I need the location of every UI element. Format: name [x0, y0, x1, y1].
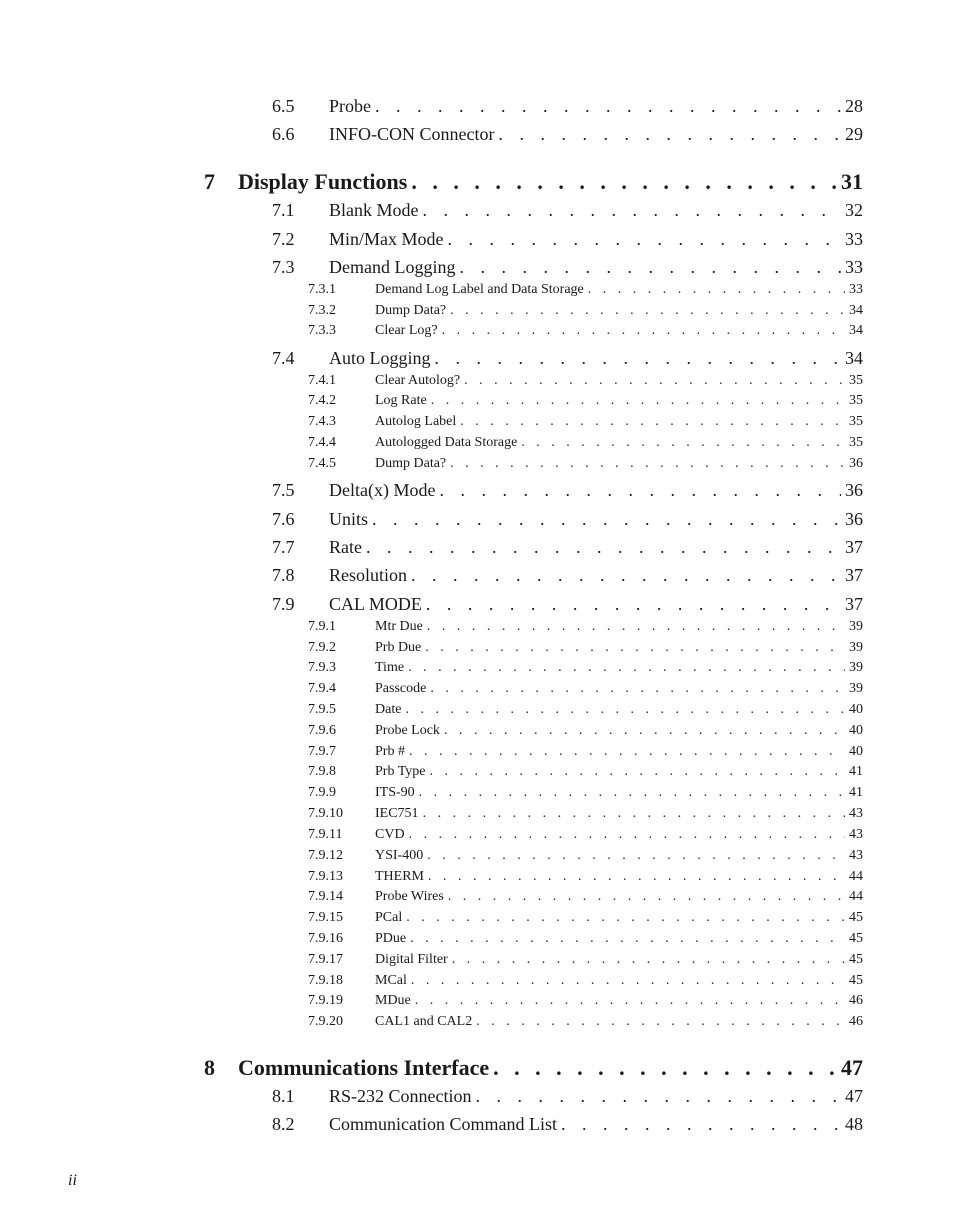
toc-entry-title: Auto Logging — [329, 348, 431, 368]
toc-entry-title: Digital Filter — [375, 952, 448, 967]
toc-entry-page: 29 — [845, 124, 863, 144]
toc-entry-page: 33 — [845, 229, 863, 249]
toc-entry-subsection[interactable] — [308, 414, 863, 430]
toc-entry-number: 7.9.6 — [308, 723, 336, 738]
toc-entry-page: 41 — [849, 764, 863, 779]
toc-entry-title: Communication Command List — [329, 1114, 557, 1134]
toc-entry-page: 34 — [849, 303, 863, 318]
dot-leader — [588, 282, 845, 298]
toc-entry-number: 7.9.3 — [308, 660, 336, 675]
dot-leader — [366, 537, 841, 558]
toc-entry-number: 7.4.4 — [308, 435, 336, 450]
toc-entry-page: 43 — [849, 827, 863, 842]
toc-entry-page: 48 — [845, 1114, 863, 1134]
dot-leader — [450, 456, 845, 472]
dot-leader — [426, 594, 841, 615]
dot-leader — [409, 744, 845, 760]
toc-entry-number: 7.9.2 — [308, 640, 336, 655]
toc-entry-title: Log Rate — [375, 393, 427, 408]
toc-entry-number: 7.3 — [272, 257, 295, 277]
toc-entry-title: THERM — [375, 869, 424, 884]
toc-entry-number: 7.3.3 — [308, 323, 336, 338]
toc-entry-title: Prb # — [375, 744, 405, 759]
toc-entry-page: 39 — [849, 619, 863, 634]
toc-entry-title: MCal — [375, 973, 407, 988]
dot-leader — [521, 435, 845, 451]
toc-entry-title: CAL1 and CAL2 — [375, 1014, 473, 1029]
dot-leader — [409, 827, 845, 843]
toc-entry-page: 43 — [849, 848, 863, 863]
toc-entry-subsection[interactable] — [308, 681, 863, 697]
toc-entry-number: 7.9.10 — [308, 806, 343, 821]
toc-entry-subsection[interactable] — [308, 1014, 863, 1030]
toc-entry-page: 45 — [849, 973, 863, 988]
toc-entry-page: 47 — [841, 1055, 863, 1080]
toc-entry-number: 7.2 — [272, 229, 295, 249]
toc-entry-number: 7.9.19 — [308, 993, 343, 1008]
dot-leader — [406, 910, 845, 926]
dot-leader — [431, 393, 845, 409]
toc-entry-subsection[interactable] — [308, 869, 863, 885]
toc-entry-number: 7.9.9 — [308, 785, 336, 800]
toc-entry-page: 39 — [849, 640, 863, 655]
toc-entry-title: Probe — [329, 96, 371, 116]
toc-entry-number: 7.4.1 — [308, 373, 336, 388]
dot-leader — [450, 303, 845, 319]
toc-entry-title: Units — [329, 509, 369, 529]
toc-entry-title: PDue — [375, 931, 407, 946]
toc-entry-number: 7.4.5 — [308, 456, 336, 471]
toc-entry-section[interactable] — [272, 1086, 863, 1107]
toc-entry-subsection[interactable] — [308, 640, 863, 656]
dot-leader — [430, 681, 845, 697]
toc-entry-number: 7.5 — [272, 480, 295, 500]
dot-leader — [415, 993, 845, 1009]
toc-entry-page: 35 — [849, 373, 863, 388]
toc-entry-subsection[interactable] — [308, 889, 863, 905]
toc-entry-title: ITS-90 — [375, 785, 415, 800]
toc-entry-title: Rate — [329, 537, 362, 557]
toc-entry-title: Prb Type — [375, 764, 426, 779]
toc-entry-number: 8 — [204, 1055, 215, 1080]
dot-leader — [493, 1055, 837, 1081]
toc-entry-page: 28 — [845, 96, 863, 116]
toc-entry-section[interactable] — [272, 509, 863, 530]
toc-entry-title: INFO-CON Connector — [329, 124, 495, 144]
dot-leader — [425, 640, 845, 656]
toc-entry-section[interactable] — [272, 348, 863, 369]
toc-entry-number: 7.9.11 — [308, 827, 343, 842]
toc-entry-number: 7.4.2 — [308, 393, 336, 408]
toc-entry-page: 37 — [845, 537, 863, 557]
toc-entry-page: 40 — [849, 702, 863, 717]
toc-entry-number: 7.7 — [272, 537, 295, 557]
toc-entry-title: Autologged Data Storage — [375, 435, 518, 450]
toc-entry-page: 44 — [849, 869, 863, 884]
toc-entry-number: 7.9.1 — [308, 619, 336, 634]
toc-entry-title: Delta(x) Mode — [329, 480, 436, 500]
toc-entry-number: 7.6 — [272, 509, 295, 529]
toc-entry-page: 33 — [849, 282, 863, 297]
toc-entry-title: CAL MODE — [329, 594, 422, 614]
toc-entry-page: 34 — [845, 348, 863, 368]
dot-leader — [427, 848, 845, 864]
toc-entry-number: 7.3.1 — [308, 282, 336, 297]
toc-entry-page: 36 — [845, 480, 863, 500]
toc-entry-title: Time — [375, 660, 405, 675]
toc-entry-title: PCal — [375, 910, 403, 925]
toc-entry-number: 7.9.8 — [308, 764, 336, 779]
dot-leader — [498, 124, 841, 145]
dot-leader — [452, 952, 845, 968]
page-number: ii — [68, 1172, 77, 1189]
toc-entry-title: Min/Max Mode — [329, 229, 444, 249]
toc-entry-number: 7 — [204, 169, 215, 194]
toc-entry-page: 40 — [849, 744, 863, 759]
toc-entry-page: 45 — [849, 931, 863, 946]
toc-entry-page: 45 — [849, 910, 863, 925]
toc-entry-section[interactable] — [272, 565, 863, 586]
toc-entry-number: 7.9.17 — [308, 952, 343, 967]
toc-entry-subsection[interactable] — [308, 785, 863, 801]
toc-entry-page: 32 — [845, 200, 863, 220]
dot-leader — [464, 373, 845, 389]
toc-entry-subsection[interactable] — [308, 827, 863, 843]
dot-leader — [423, 200, 842, 221]
toc-entry-section[interactable] — [272, 1114, 863, 1135]
toc-entry-number: 8.1 — [272, 1086, 295, 1106]
toc-entry-title: Mtr Due — [375, 619, 423, 634]
toc-entry-page: 33 — [845, 257, 863, 277]
toc-entry-title: MDue — [375, 993, 411, 1008]
toc-entry-number: 6.5 — [272, 96, 295, 116]
dot-leader — [435, 348, 842, 369]
toc-entry-title: Probe Lock — [375, 723, 440, 738]
toc-entry-section[interactable] — [272, 594, 863, 615]
toc-entry-subsection[interactable] — [308, 973, 863, 989]
toc-entry-section[interactable] — [272, 257, 863, 278]
toc-entry-page: 40 — [849, 723, 863, 738]
toc-entry-section[interactable] — [272, 229, 863, 250]
toc-entry-subsection[interactable] — [308, 806, 863, 822]
dot-leader — [427, 619, 845, 635]
toc-entry-subsection[interactable] — [308, 702, 863, 718]
toc-entry-title: YSI-400 — [375, 848, 424, 863]
toc-entry-number: 7.9.14 — [308, 889, 343, 904]
dot-leader — [411, 565, 841, 586]
toc-entry-page: 45 — [849, 952, 863, 967]
toc-entry-title: Prb Due — [375, 640, 422, 655]
toc-entry-subsection[interactable] — [308, 323, 863, 339]
toc-entry-subsection[interactable] — [308, 303, 863, 319]
toc-entry-subsection[interactable] — [308, 619, 863, 635]
dot-leader — [448, 889, 845, 905]
dot-leader — [460, 414, 845, 430]
dot-leader — [372, 509, 841, 530]
toc-entry-section[interactable] — [272, 537, 863, 558]
dot-leader — [476, 1014, 845, 1030]
dot-leader — [423, 806, 845, 822]
toc-entry-page: 41 — [849, 785, 863, 800]
toc-entry-number: 7.9.20 — [308, 1014, 343, 1029]
toc-entry-subsection[interactable] — [308, 931, 863, 947]
toc-entry-subsection[interactable] — [308, 764, 863, 780]
toc-entry-section[interactable] — [272, 480, 863, 501]
dot-leader — [411, 169, 837, 195]
toc-entry-subsection[interactable] — [308, 373, 863, 389]
toc-entry-section[interactable] — [272, 96, 863, 117]
toc-entry-chapter[interactable] — [204, 1055, 863, 1081]
toc-entry-page: 35 — [849, 414, 863, 429]
toc-entry-page: 31 — [841, 169, 863, 194]
toc-entry-subsection[interactable] — [308, 744, 863, 760]
toc-entry-title: Blank Mode — [329, 200, 419, 220]
dot-leader — [429, 764, 845, 780]
toc-entry-number: 7.8 — [272, 565, 295, 585]
toc-entry-number: 7.1 — [272, 200, 295, 220]
toc-entry-title: Date — [375, 702, 402, 717]
dot-leader — [442, 323, 845, 339]
toc-entry-page: 43 — [849, 806, 863, 821]
dot-leader — [428, 869, 845, 885]
dot-leader — [405, 702, 845, 718]
toc-entry-title: Display Functions — [238, 169, 408, 194]
toc-entry-number: 7.9.5 — [308, 702, 336, 717]
toc-entry-subsection[interactable] — [308, 952, 863, 968]
toc-entry-number: 7.9.13 — [308, 869, 343, 884]
toc-entry-section[interactable] — [272, 200, 863, 221]
toc-entry-page: 35 — [849, 435, 863, 450]
dot-leader — [411, 973, 845, 989]
toc-entry-page: 46 — [849, 1014, 863, 1029]
toc-entry-subsection[interactable] — [308, 723, 863, 739]
toc-entry-number: 6.6 — [272, 124, 295, 144]
toc-entry-title: Dump Data? — [375, 303, 447, 318]
toc-entry-title: Resolution — [329, 565, 408, 585]
toc-entry-subsection[interactable] — [308, 660, 863, 676]
toc-entry-number: 7.9.12 — [308, 848, 343, 863]
toc-entry-title: CVD — [375, 827, 405, 842]
dot-leader — [408, 660, 845, 676]
toc-entry-subsection[interactable] — [308, 993, 863, 1009]
toc-entry-page: 39 — [849, 681, 863, 696]
toc-entry-section[interactable] — [272, 124, 863, 145]
toc-entry-title: Autolog Label — [375, 414, 457, 429]
dot-leader — [439, 480, 841, 501]
toc-entry-subsection[interactable] — [308, 282, 863, 298]
dot-leader — [561, 1114, 841, 1135]
toc-entry-number: 7.3.2 — [308, 303, 336, 318]
dot-leader — [375, 96, 841, 117]
toc-entry-page: 39 — [849, 660, 863, 675]
toc-entry-page: 37 — [845, 565, 863, 585]
toc-entry-page: 37 — [845, 594, 863, 614]
dot-leader — [476, 1086, 842, 1107]
toc-entry-page: 36 — [849, 456, 863, 471]
toc-entry-number: 7.4 — [272, 348, 295, 368]
toc-entry-number: 7.9.7 — [308, 744, 336, 759]
toc-entry-page: 35 — [849, 393, 863, 408]
dot-leader — [410, 931, 845, 947]
toc-entry-title: Demand Log Label and Data Storage — [375, 282, 584, 297]
toc-entry-subsection[interactable] — [308, 435, 863, 451]
toc-entry-number: 8.2 — [272, 1114, 295, 1134]
toc-entry-number: 7.9.16 — [308, 931, 343, 946]
toc-entry-title: Clear Log? — [375, 323, 438, 338]
dot-leader — [448, 229, 842, 250]
toc-entry-title: Demand Logging — [329, 257, 456, 277]
toc-entry-page: 34 — [849, 323, 863, 338]
toc-entry-chapter[interactable] — [204, 169, 863, 195]
toc-entry-title: RS-232 Connection — [329, 1086, 472, 1106]
toc-entry-number: 7.9.4 — [308, 681, 336, 696]
toc-entry-page: 47 — [845, 1086, 863, 1106]
dot-leader — [444, 723, 845, 739]
toc-entry-title: Dump Data? — [375, 456, 447, 471]
toc-entry-title: Clear Autolog? — [375, 373, 461, 388]
toc-entry-number: 7.9.15 — [308, 910, 343, 925]
toc-entry-number: 7.9.18 — [308, 973, 343, 988]
toc-entry-page: 36 — [845, 509, 863, 529]
toc-entry-title: IEC751 — [375, 806, 419, 821]
dot-leader — [459, 257, 841, 278]
toc-entry-subsection[interactable] — [308, 456, 863, 472]
toc-entry-number: 7.9 — [272, 594, 295, 614]
toc-entry-number: 7.4.3 — [308, 414, 336, 429]
dot-leader — [419, 785, 845, 801]
toc-entry-subsection[interactable] — [308, 393, 863, 409]
toc-entry-title: Probe Wires — [375, 889, 444, 904]
toc-entry-subsection[interactable] — [308, 910, 863, 926]
toc-entry-subsection[interactable] — [308, 848, 863, 864]
toc-entry-title: Passcode — [375, 681, 427, 696]
toc-entry-title: Communications Interface — [238, 1055, 490, 1080]
toc-entry-page: 44 — [849, 889, 863, 904]
toc-entry-page: 46 — [849, 993, 863, 1008]
